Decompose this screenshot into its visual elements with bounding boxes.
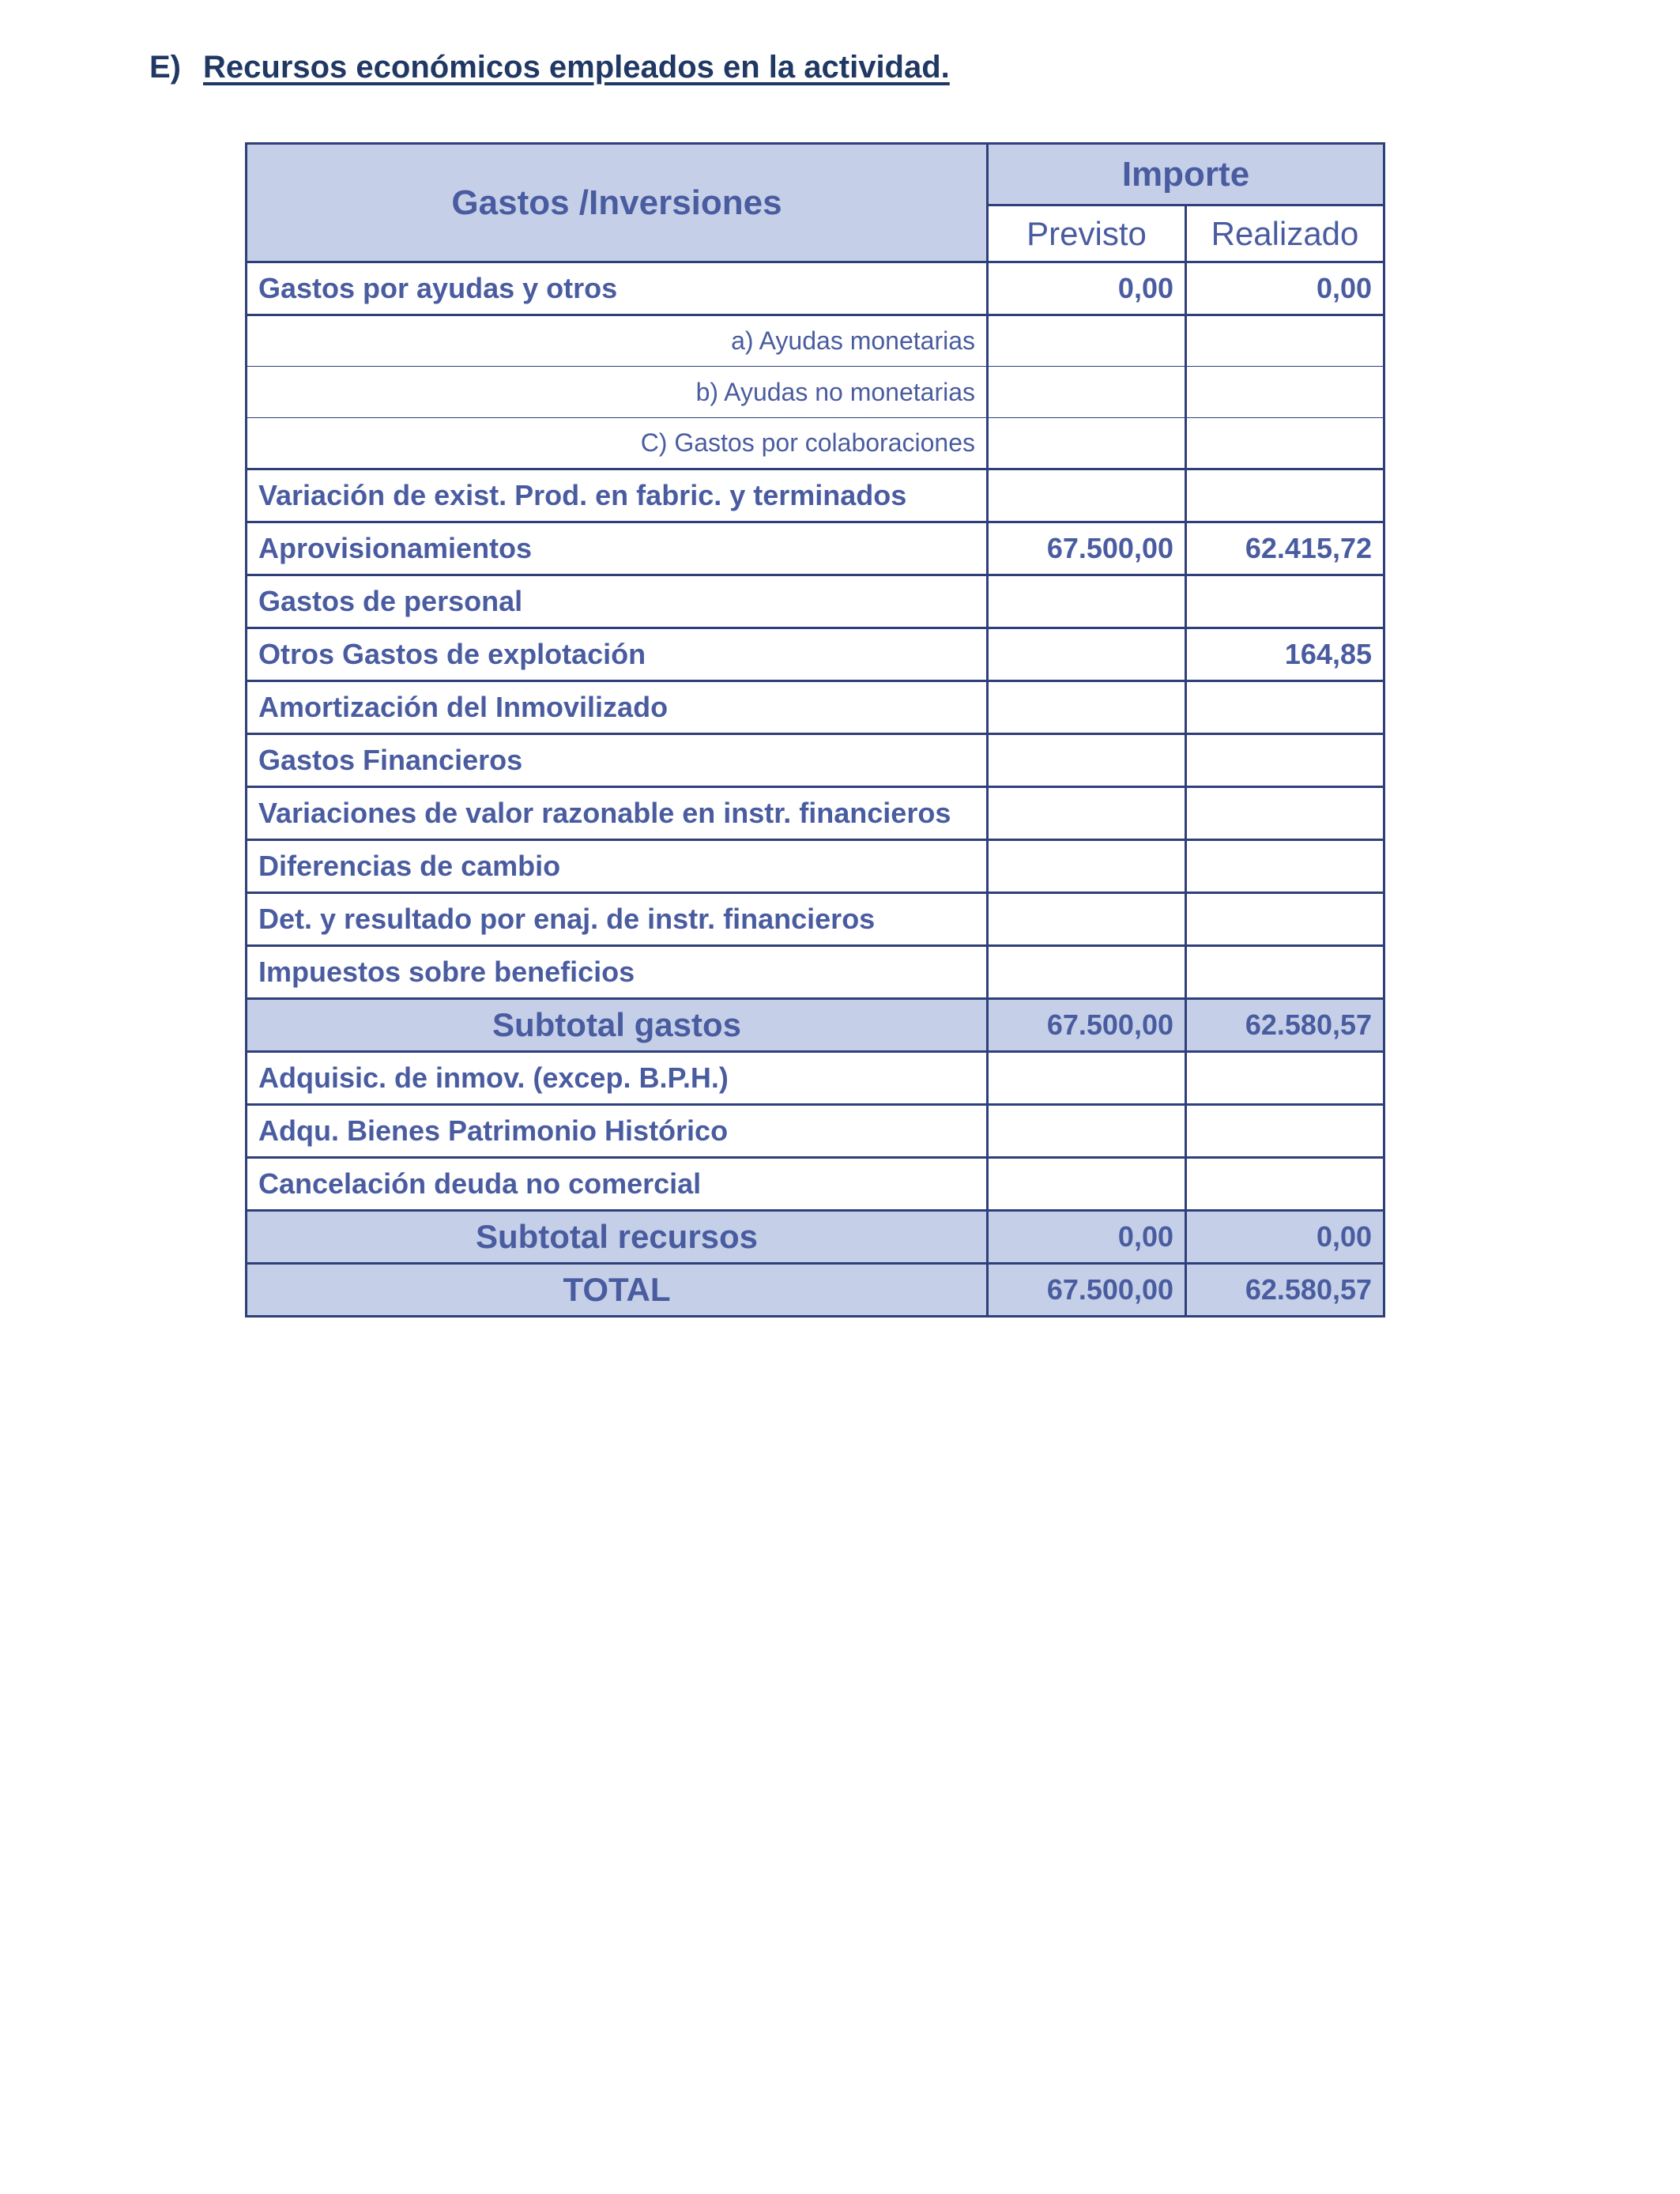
subtotal-gastos-realizado: 62.580,57 (1186, 999, 1384, 1052)
row-realizado (1186, 1158, 1384, 1211)
row-previsto (988, 787, 1186, 840)
resources-table-container (245, 142, 1383, 1318)
total-previsto: 67.500,00 (988, 1264, 1186, 1317)
table-row (247, 418, 1384, 469)
row-label: Cancelación deuda no comercial (247, 1158, 988, 1211)
row-realizado (1186, 946, 1384, 999)
row-realizado (1186, 1052, 1384, 1105)
total-row (247, 1264, 1384, 1317)
row-realizado (1186, 1105, 1384, 1158)
row-previsto (988, 1105, 1186, 1158)
table-row (247, 893, 1384, 946)
row-realizado (1186, 681, 1384, 734)
row-realizado (1186, 787, 1384, 840)
table-row (247, 315, 1384, 367)
subtotal-recursos-previsto: 0,00 (988, 1211, 1186, 1264)
subtotal-recursos-row (247, 1211, 1384, 1264)
table-row (247, 1158, 1384, 1211)
row-label: Adqu. Bienes Patrimonio Histórico (247, 1105, 988, 1158)
row-previsto (988, 315, 1186, 367)
row-label: Impuestos sobre beneficios (247, 946, 988, 999)
resources-table (245, 142, 1385, 1318)
row-realizado (1186, 367, 1384, 418)
row-label: Gastos Financieros (247, 734, 988, 787)
row-realizado (1186, 315, 1384, 367)
table-row (247, 262, 1384, 315)
row-label: Gastos de personal (247, 575, 988, 628)
table-row (247, 1052, 1384, 1105)
table-row (247, 1105, 1384, 1158)
table-row (247, 946, 1384, 999)
table-row (247, 840, 1384, 893)
row-previsto (988, 734, 1186, 787)
section-letter: E) (149, 49, 181, 85)
row-realizado (1186, 734, 1384, 787)
subtotal-recursos-realizado: 0,00 (1186, 1211, 1384, 1264)
header-previsto: Previsto (988, 205, 1186, 262)
row-previsto (988, 681, 1186, 734)
row-previsto (988, 469, 1186, 522)
row-label: Det. y resultado por enaj. de instr. financieros (247, 893, 988, 946)
row-label: Adquisic. de inmov. (excep. B.P.H.) (247, 1052, 988, 1105)
total-realizado: 62.580,57 (1186, 1264, 1384, 1317)
section-title: Recursos económicos empleados en la actividad. (203, 49, 950, 85)
total-label: TOTAL (247, 1264, 988, 1317)
row-previsto (988, 367, 1186, 418)
table-row (247, 522, 1384, 575)
row-realizado (1186, 840, 1384, 893)
row-label: Diferencias de cambio (247, 840, 988, 893)
table-row (247, 787, 1384, 840)
header-importe: Importe (988, 144, 1384, 205)
row-label: Amortización del Inmovilizado (247, 681, 988, 734)
row-label: Otros Gastos de explotación (247, 628, 988, 681)
table-row (247, 575, 1384, 628)
row-label: Variaciones de valor razonable en instr. financieros (247, 787, 988, 840)
row-previsto (988, 575, 1186, 628)
row-realizado (1186, 893, 1384, 946)
table-row (247, 469, 1384, 522)
row-previsto (988, 840, 1186, 893)
row-previsto (988, 893, 1186, 946)
row-realizado (1186, 469, 1384, 522)
row-label: Aprovisionamientos (247, 522, 988, 575)
row-previsto (988, 946, 1186, 999)
subtotal-gastos-label: Subtotal gastos (247, 999, 988, 1052)
row-label: C) Gastos por colaboraciones (247, 418, 988, 469)
row-realizado (1186, 575, 1384, 628)
row-realizado: 0,00 (1186, 262, 1384, 315)
subtotal-recursos-label: Subtotal recursos (247, 1211, 988, 1264)
header-gastos-inversiones: Gastos /Inversiones (247, 144, 988, 262)
table-row (247, 734, 1384, 787)
header-realizado: Realizado (1186, 205, 1384, 262)
section-heading (149, 43, 950, 92)
row-previsto: 67.500,00 (988, 522, 1186, 575)
subtotal-gastos-row (247, 999, 1384, 1052)
row-previsto (988, 1158, 1186, 1211)
row-label: b) Ayudas no monetarias (247, 367, 988, 418)
subtotal-gastos-previsto: 67.500,00 (988, 999, 1186, 1052)
table-row (247, 367, 1384, 418)
table-row (247, 628, 1384, 681)
row-previsto (988, 418, 1186, 469)
row-realizado (1186, 418, 1384, 469)
row-label: a) Ayudas monetarias (247, 315, 988, 367)
table-row (247, 681, 1384, 734)
row-label: Variación de exist. Prod. en fabric. y terminados (247, 469, 988, 522)
row-previsto: 0,00 (988, 262, 1186, 315)
row-realizado: 62.415,72 (1186, 522, 1384, 575)
row-realizado: 164,85 (1186, 628, 1384, 681)
row-previsto (988, 1052, 1186, 1105)
row-previsto (988, 628, 1186, 681)
row-label: Gastos por ayudas y otros (247, 262, 988, 315)
